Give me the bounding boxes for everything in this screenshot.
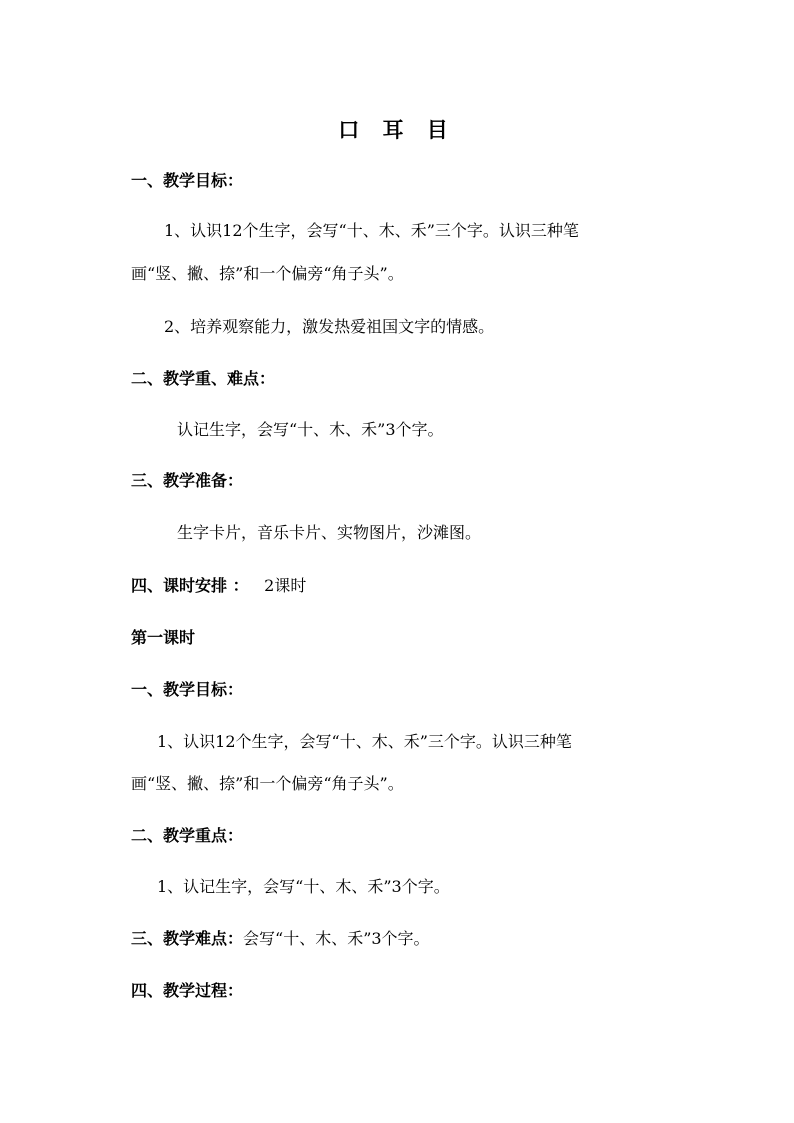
lesson-one-heading: 第一课时 [131, 628, 196, 647]
goal-item-2: 2、培养观察能力，激发热爱祖国文字的情感。 [164, 317, 495, 336]
schedule-label: 四、课时安排 ： [131, 576, 249, 595]
lesson-difficulty-line [131, 929, 430, 949]
lesson-goals-heading: 一、教学目标： [131, 680, 244, 699]
page-title: 口 耳 目 [338, 117, 456, 142]
lesson-difficulty-body: 会写“十、木、禾”3个字。 [243, 929, 430, 948]
lesson-goal-line-2: 画“竖、撇、捺”和一个偏旁“角子头”。 [131, 774, 404, 793]
schedule-value: 2课时 [264, 576, 307, 595]
goal-item-1-line-1: 1、认识12个生字，会写“十、木、禾”三个字。认识三种笔 [164, 221, 579, 240]
lesson-goal-line-1: 1、认识12个生字，会写“十、木、禾”三个字。认识三种笔 [157, 732, 572, 751]
section-heading-preparation: 三、教学准备： [131, 471, 244, 490]
section-heading-schedule [131, 576, 306, 596]
lesson-difficulty-heading: 三、教学难点： [131, 929, 244, 948]
section-heading-teaching-goals: 一、教学目标： [131, 171, 244, 190]
key-points-body: 认记生字，会写“十、木、禾”3个字。 [177, 420, 444, 439]
section-heading-key-difficult-points: 二、教学重、难点： [131, 369, 276, 388]
preparation-body: 生字卡片，音乐卡片、实物图片，沙滩图。 [177, 523, 482, 542]
goal-item-1-line-2: 画“竖、撇、捺”和一个偏旁“角子头”。 [131, 264, 404, 283]
lesson-key-heading: 二、教学重点： [131, 826, 244, 845]
lesson-key-body: 1、认记生字，会写“十、木、禾”3个字。 [157, 877, 450, 896]
lesson-process-heading: 四、教学过程： [131, 981, 244, 1000]
